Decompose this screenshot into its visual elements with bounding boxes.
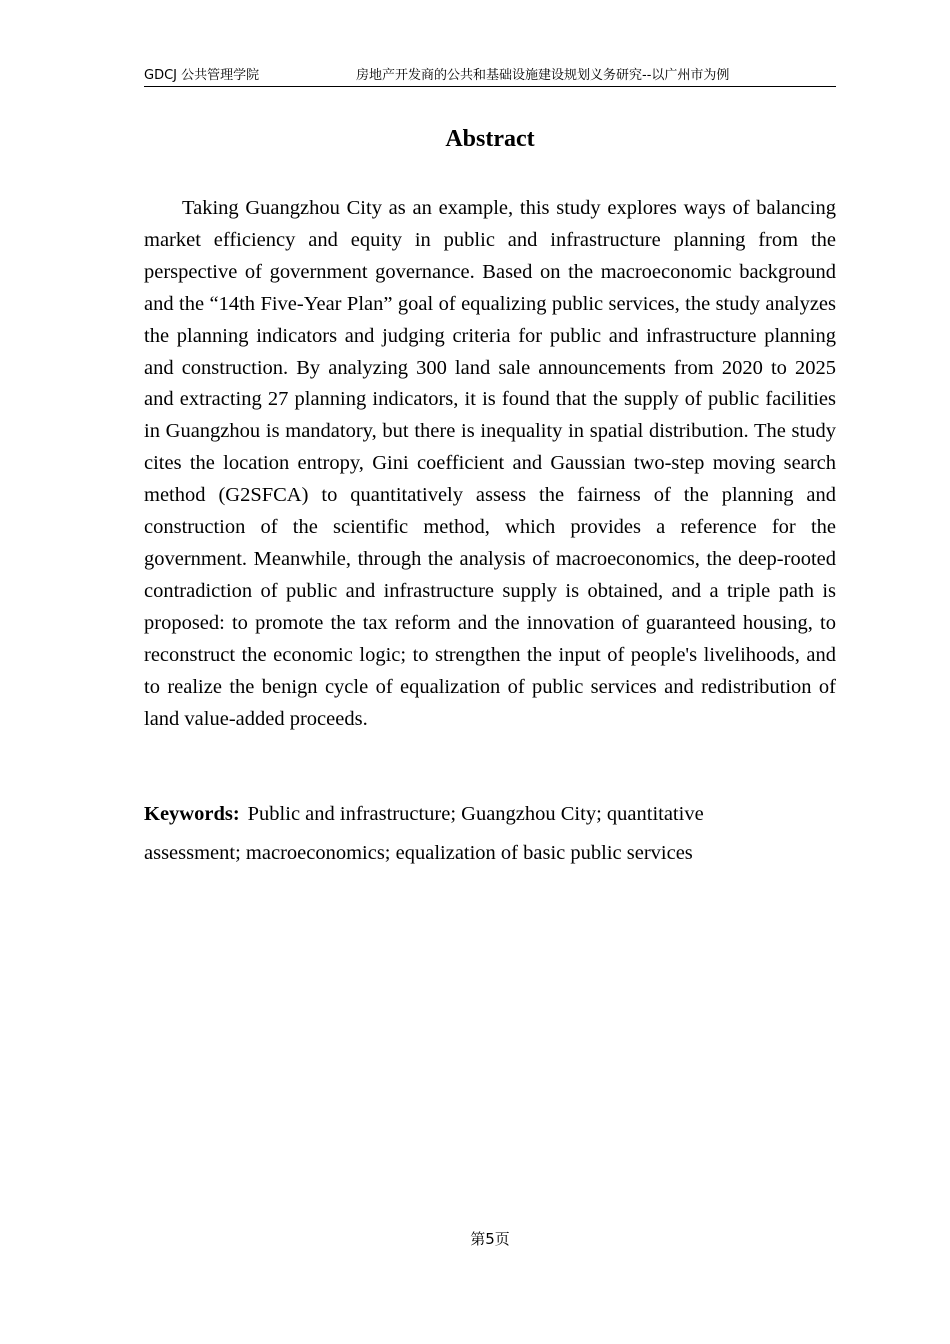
keywords-section [144,795,784,872]
header-thesis-title: 房地产开发商的公共和基础设施建设规划义务研究--以广州市为例 [356,68,730,83]
page-number: 第5页 [470,1230,510,1248]
keywords-text: Public and infrastructure; Guangzhou City; quantitative assessment; macroeconomics; equalization of basic public services [144,803,704,864]
header-institution: GDCJ 公共管理学院 [144,68,260,83]
running-header [144,66,836,87]
keywords-label: Keywords: [144,803,240,825]
abstract-heading: Abstract [445,126,535,152]
abstract-paragraph: Taking Guangzhou City as an example, this study explores ways of balancing market efficiency and equity in public and infrastructure planning from the perspective of government governance. Based on the macroeconomic background and the “14th Five-Year Plan” goal of equalizing public services, the study analyzes the planning indicators and judging criteria for public and infrastructure planning and construction. By analyzing 300 land sale announcements from 2020 to 2025 and extracting 27 planning indicators, it is found that the supply of public facilities in Guangzhou is mandatory, but there is inequality in spatial distribution. The study cites the location entropy, Gini coefficient and Gaussian two-step moving search method (G2SFCA) to quantitatively assess the fairness of the planning and construction of the scientific method, which provides a reference for the government. Meanwhile, through the analysis of macroeconomics, the deep-rooted contradiction of public and infrastructure supply is obtained, and a triple path is proposed: to promote the tax reform and the innovation of guaranteed housing, to reconstruct the economic logic; to strengthen the input of people's livelihoods, and to realize the benign cycle of equalization of public services and redistribution of land value-added proceeds. [144,197,836,730]
